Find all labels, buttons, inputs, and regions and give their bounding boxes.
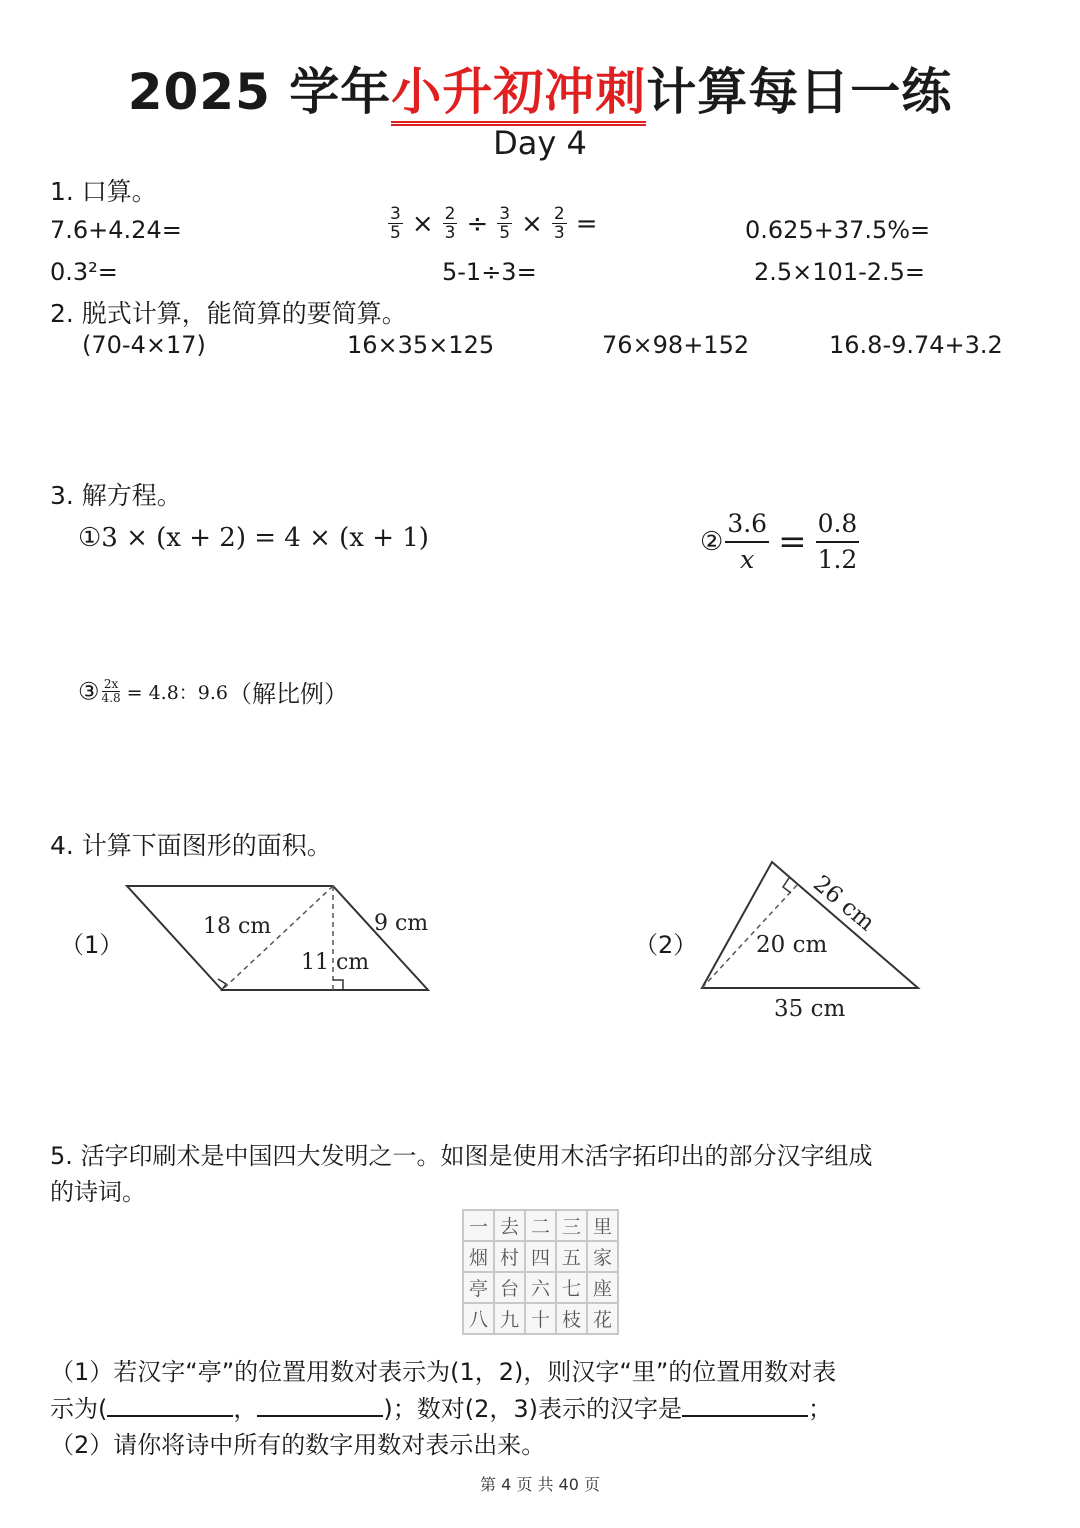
q2-item-1: (70-4×17) bbox=[82, 331, 206, 359]
q1-item-5: 5-1÷3= bbox=[442, 258, 537, 286]
character-grid-table bbox=[462, 1209, 619, 1335]
grid-cell: 三 bbox=[556, 1210, 587, 1241]
grid-cell: 九 bbox=[494, 1303, 525, 1334]
q3-equation-2: ② $\frac{3.6}{x}$ = $\frac{0.8}{1.2}$ bbox=[700, 509, 858, 574]
q5-sub-2: （2）请你将诗中所有的数字用数对表示出来。 bbox=[50, 1431, 546, 1459]
grid-cell: 四 bbox=[525, 1241, 556, 1272]
label-9cm: 9 cm bbox=[374, 911, 429, 936]
q2-item-2: 16×35×125 bbox=[347, 331, 495, 359]
q5-text-line-1: 5. 活字印刷术是中国四大发明之一。如图是使用木活字拓印出的部分汉字组成 bbox=[50, 1142, 873, 1170]
triangle-figure bbox=[690, 850, 940, 1030]
character-grid bbox=[462, 1209, 619, 1335]
q1-item-1: 7.6+4.24= bbox=[50, 216, 182, 244]
parallelogram-figure bbox=[115, 870, 445, 1010]
q4-heading: 4. 计算下面图形的面积。 bbox=[50, 831, 332, 860]
grid-cell: 枝 bbox=[556, 1303, 587, 1334]
grid-cell: 十 bbox=[525, 1303, 556, 1334]
figure-1-label: （1） bbox=[60, 931, 124, 959]
day-label: Day 4 bbox=[493, 124, 587, 162]
answer-blank-3[interactable] bbox=[682, 1393, 808, 1417]
title-highlight: 小升初冲刺 bbox=[391, 63, 646, 126]
grid-cell: 里 bbox=[587, 1210, 618, 1241]
grid-cell: 八 bbox=[463, 1303, 494, 1334]
q1-item-2: $\frac{3}{5}$ × $\frac{2}{3}$ ÷ $\frac{3}{5}$ × $\frac{2}{3}$ = bbox=[390, 204, 598, 243]
page-footer: 第 4 页 共 40 页 bbox=[480, 1475, 600, 1494]
grid-cell: 去 bbox=[494, 1210, 525, 1241]
q5-sub-1-line-1: （1）若汉字“亭”的位置用数对表示为(1，2)，则汉字“里”的位置用数对表 bbox=[50, 1358, 837, 1386]
q1-heading: 1. 口算。 bbox=[50, 177, 157, 206]
grid-row bbox=[463, 1303, 618, 1334]
q5-sub-1-line-2: 示为( ， )；数对(2，3)表示的汉字是 ； bbox=[50, 1395, 833, 1423]
q2-item-3: 76×98+152 bbox=[602, 331, 750, 359]
triangle-outline bbox=[702, 862, 918, 988]
grid-cell: 台 bbox=[494, 1272, 525, 1303]
answer-blank-2[interactable] bbox=[257, 1393, 383, 1417]
q1-item-6: 2.5×101-2.5= bbox=[754, 258, 926, 286]
q1-item-3: 0.625+37.5%= bbox=[745, 216, 931, 244]
grid-cell: 亭 bbox=[463, 1272, 494, 1303]
label-18cm: 18 cm bbox=[203, 914, 272, 939]
label-20cm: 20 cm bbox=[756, 932, 828, 958]
label-26cm: 26 cm bbox=[808, 870, 880, 937]
q2-heading: 2. 脱式计算，能简算的要简算。 bbox=[50, 299, 407, 328]
grid-cell: 六 bbox=[525, 1272, 556, 1303]
page-title bbox=[0, 52, 1080, 124]
grid-cell: 座 bbox=[587, 1272, 618, 1303]
right-angle-mark bbox=[333, 980, 343, 990]
label-35cm: 35 cm bbox=[774, 996, 846, 1022]
grid-cell: 一 bbox=[463, 1210, 494, 1241]
figure-2-label: （2） bbox=[634, 931, 698, 959]
grid-cell: 花 bbox=[587, 1303, 618, 1334]
answer-blank-1[interactable] bbox=[107, 1393, 233, 1417]
q5-text-line-2: 的诗词。 bbox=[50, 1178, 146, 1206]
title-rest: 计算每日一练 bbox=[646, 63, 953, 121]
q3-equation-3: ③ $\frac{2x}{4.8}$ = 4.8：9.6（解比例） bbox=[78, 677, 349, 708]
grid-cell: 村 bbox=[494, 1241, 525, 1272]
right-angle-mark bbox=[783, 878, 791, 893]
label-11cm: 11 cm bbox=[301, 950, 370, 975]
grid-row bbox=[463, 1210, 618, 1241]
q1-item-4: 0.3²= bbox=[50, 258, 118, 286]
q2-item-4: 16.8-9.74+3.2 bbox=[829, 331, 1003, 359]
title-year: 2025 学年 bbox=[127, 63, 392, 121]
grid-cell: 五 bbox=[556, 1241, 587, 1272]
grid-cell: 七 bbox=[556, 1272, 587, 1303]
grid-cell: 烟 bbox=[463, 1241, 494, 1272]
grid-row bbox=[463, 1241, 618, 1272]
grid-cell: 二 bbox=[525, 1210, 556, 1241]
grid-cell: 家 bbox=[587, 1241, 618, 1272]
grid-row bbox=[463, 1272, 618, 1303]
q3-equation-1: ①3 × (x + 2) = 4 × (x + 1) bbox=[78, 523, 429, 553]
q3-heading: 3. 解方程。 bbox=[50, 481, 182, 510]
